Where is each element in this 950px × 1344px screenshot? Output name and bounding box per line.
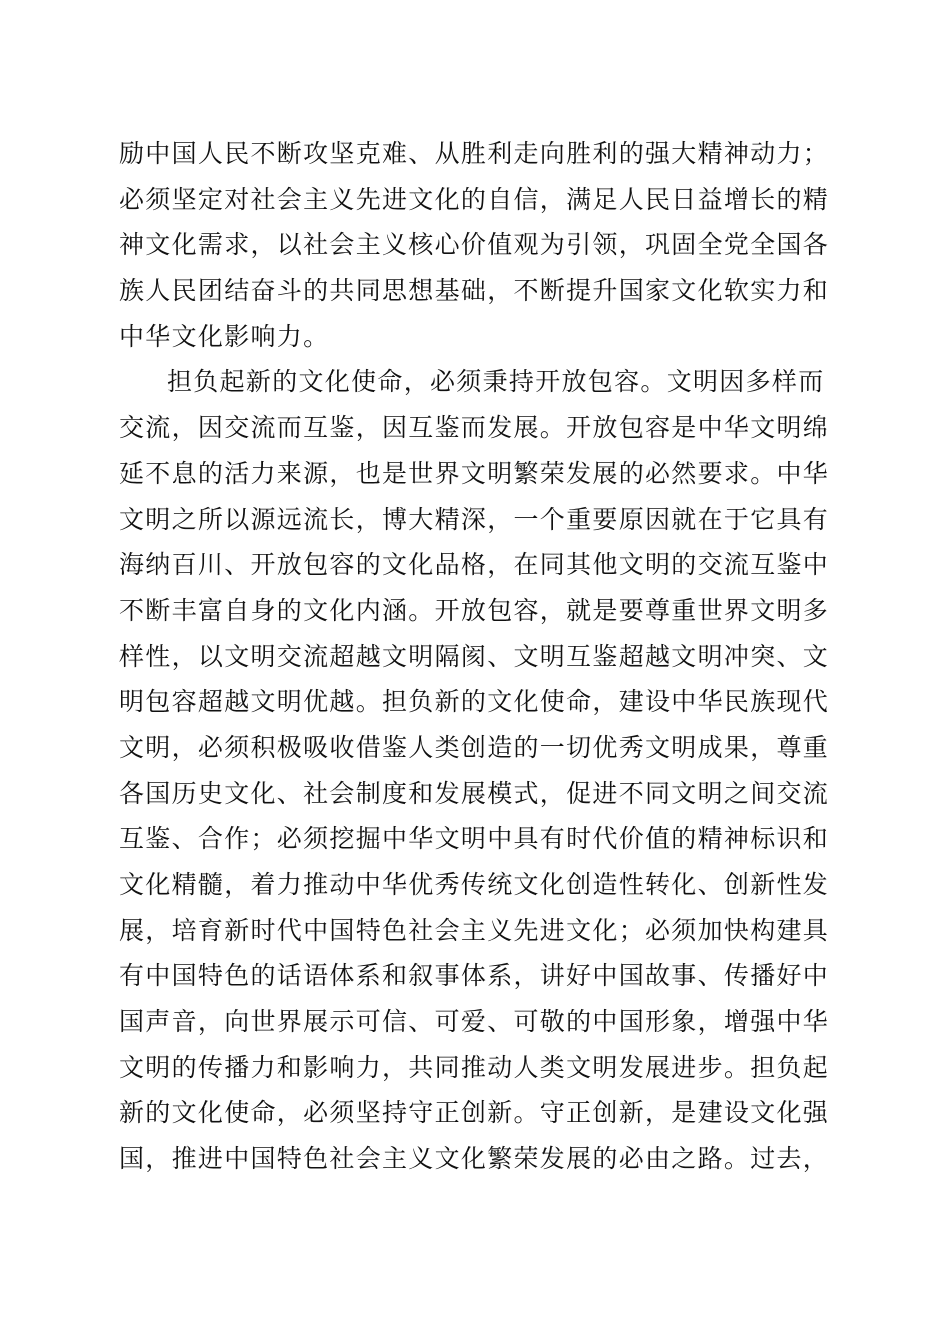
text-line: 文明之所以源远流长，博大精深，一个重要原因就在于它具有 <box>119 504 830 534</box>
text-line: 各国历史文化、社会制度和发展模式，促进不同文明之间交流 <box>119 778 830 808</box>
text-line: 必须坚定对社会主义先进文化的自信，满足人民日益增长的精 <box>119 184 830 214</box>
text-line: 有中国特色的话语体系和叙事体系，讲好中国故事、传播好中 <box>119 961 830 991</box>
text-line: 展，培育新时代中国特色社会主义先进文化；必须加快构建具 <box>119 915 830 945</box>
text-line: 族人民团结奋斗的共同思想基础，不断提升国家文化软实力和 <box>119 276 830 306</box>
text-line: 国，推进中国特色社会主义文化繁荣发展的必由之路。过去， <box>119 1144 830 1174</box>
paragraph-start-line: 担负起新的文化使命，必须秉持开放包容。文明因多样而 <box>167 367 825 397</box>
text-line: 文明，必须积极吸收借鉴人类创造的一切优秀文明成果，尊重 <box>119 732 830 762</box>
text-line: 国声音，向世界展示可信、可爱、可敬的中国形象，增强中华 <box>119 1007 830 1037</box>
text-line: 明包容超越文明优越。担负新的文化使命，建设中华民族现代 <box>119 687 830 717</box>
text-line: 交流，因交流而互鉴，因互鉴而发展。开放包容是中华文明绵 <box>119 413 830 443</box>
text-line: 文化精髓，着力推动中华优秀传统文化创造性转化、创新性发 <box>119 870 830 899</box>
text-line: 文明的传播力和影响力，共同推动人类文明发展进步。担负起 <box>119 1052 830 1082</box>
text-line: 海纳百川、开放包容的文化品格，在同其他文明的交流互鉴中 <box>119 550 830 580</box>
text-line: 样性，以文明交流超越文明隔阂、文明互鉴超越文明冲突、文 <box>119 641 830 671</box>
text-line: 中华文化影响力。 <box>119 321 330 351</box>
body-text <box>119 131 831 1182</box>
text-line: 互鉴、合作；必须挖掘中华文明中具有时代价值的精神标识和 <box>119 824 830 854</box>
text-line: 神文化需求，以社会主义核心价值观为引领，巩固全党全国各 <box>119 230 830 260</box>
text-line: 不断丰富自身的文化内涵。开放包容，就是要尊重世界文明多 <box>119 595 830 625</box>
text-line: 延不息的活力来源，也是世界文明繁荣发展的必然要求。中华 <box>119 458 830 488</box>
text-line: 励中国人民不断攻坚克难、从胜利走向胜利的强大精神动力； <box>119 139 830 168</box>
text-line: 新的文化使命，必须坚持守正创新。守正创新，是建设文化强 <box>119 1098 830 1128</box>
